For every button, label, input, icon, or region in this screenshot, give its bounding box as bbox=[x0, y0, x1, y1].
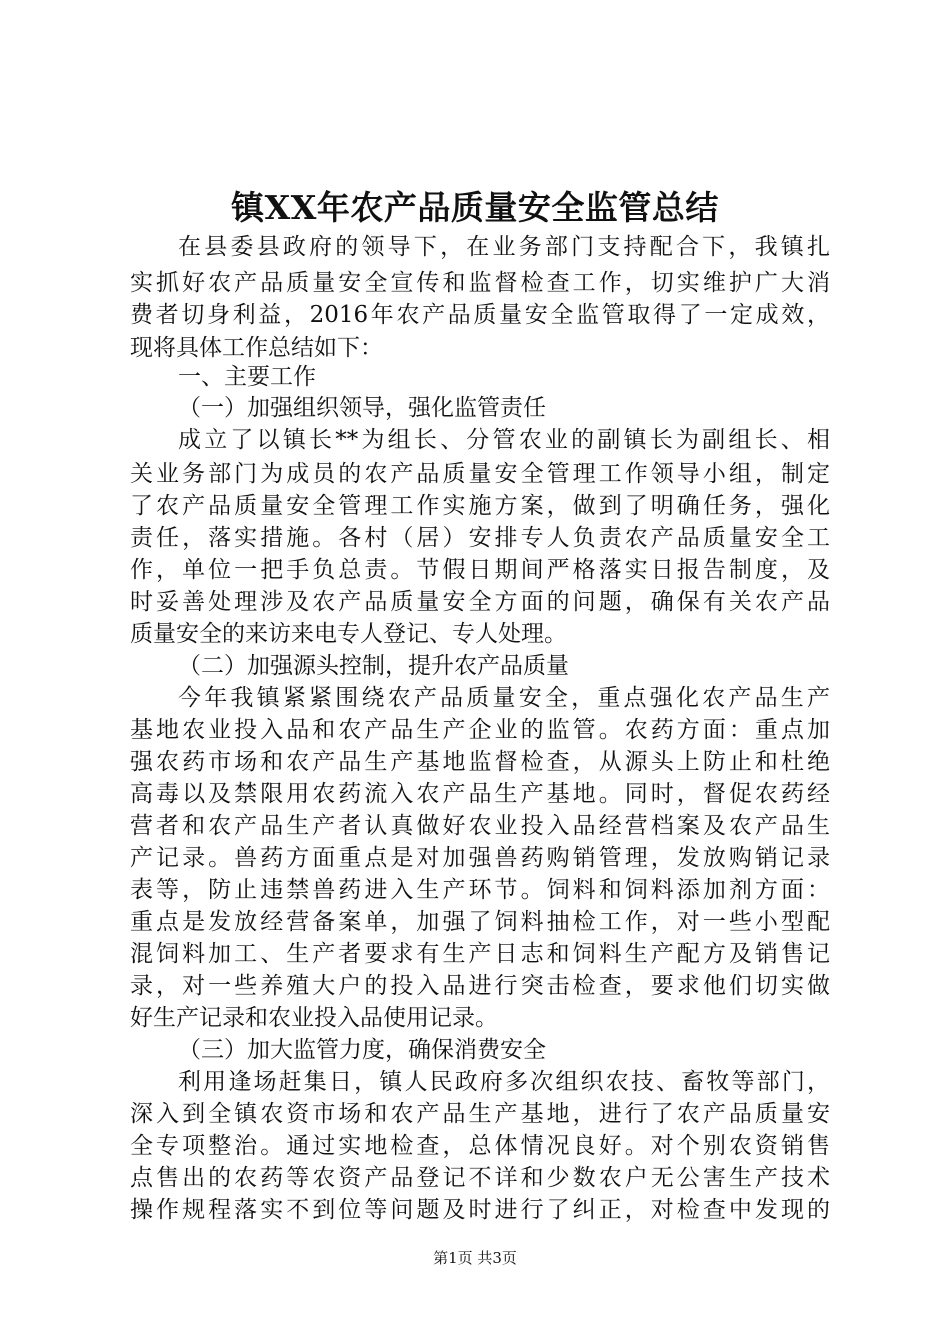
body-line: 现将具体工作总结如下： bbox=[130, 335, 383, 361]
body-line: 关业务部门为成员的农产品质量安全管理工作领导小组，制定 bbox=[130, 461, 830, 487]
body-line: 全专项整治。通过实地检查，总体情况良好。对个别农资销售 bbox=[130, 1133, 830, 1159]
body-line: 成立了以镇长**为组长、分管农业的副镇长为副组长、相 bbox=[178, 427, 830, 453]
body-line: 录，对一些养殖大户的投入品进行突击检查，要求他们切实做 bbox=[130, 973, 830, 999]
body-line: 操作规程落实不到位等问题及时进行了纠正，对检查中发现的 bbox=[130, 1197, 830, 1223]
body-line: 点售出的农药等农资产品登记不详和少数农户无公害生产技术 bbox=[130, 1165, 830, 1191]
body-line: 今年我镇紧紧围绕农产品质量安全，重点强化农产品生产 bbox=[178, 685, 830, 711]
body-line: 实抓好农产品质量安全宣传和监督检查工作，切实维护广大消 bbox=[130, 270, 830, 296]
body-line: 重点是发放经营备案单，加强了饲料抽检工作，对一些小型配 bbox=[130, 909, 830, 935]
body-line: 质量安全的来访来电专人登记、专人处理。 bbox=[130, 621, 567, 647]
body-line: 产记录。兽药方面重点是对加强兽药购销管理，发放购销记录 bbox=[130, 845, 830, 871]
body-line: 混饲料加工、生产者要求有生产日志和饲料生产配方及销售记 bbox=[130, 941, 830, 967]
body-line: 责任，落实措施。各村（居）安排专人负责农产品质量安全工 bbox=[130, 525, 830, 551]
body-line: 基地农业投入品和农产品生产企业的监管。农药方面：重点加 bbox=[130, 717, 830, 743]
body-line: 营者和农产品生产者认真做好农业投入品经营档案及农产品生 bbox=[130, 813, 830, 839]
body-line: 费者切身利益，2016年农产品质量安全监管取得了一定成效， bbox=[130, 302, 830, 328]
subsection-heading: （三）加大监管力度，确保消费安全 bbox=[178, 1037, 546, 1063]
body-line: 作，单位一把手负总责。节假日期间严格落实日报告制度，及 bbox=[130, 557, 830, 583]
body-line: 利用逢场赶集日，镇人民政府多次组织农技、畜牧等部门， bbox=[178, 1069, 830, 1095]
page-footer: 第1页 共3页 bbox=[433, 1249, 517, 1267]
body-line: 强农药市场和农产品生产基地监督检查，从源头上防止和杜绝 bbox=[130, 749, 830, 775]
body-line: 高毒以及禁限用农药流入农产品生产基地。同时，督促农药经 bbox=[130, 781, 830, 807]
body-line: 深入到全镇农资市场和农产品生产基地，进行了农产品质量安 bbox=[130, 1101, 830, 1127]
subsection-heading: （二）加强源头控制，提升农产品质量 bbox=[178, 653, 569, 679]
body-line: 了农产品质量安全管理工作实施方案，做到了明确任务，强化 bbox=[130, 493, 830, 519]
subsection-heading: （一）加强组织领导，强化监管责任 bbox=[178, 395, 546, 421]
document-title: 镇XX年农产品质量安全监管总结 bbox=[231, 188, 719, 227]
body-line: 时妥善处理涉及农产品质量安全方面的问题，确保有关农产品 bbox=[130, 589, 830, 615]
body-line: 好生产记录和农业投入品使用记录。 bbox=[130, 1005, 498, 1031]
body-line: 表等，防止违禁兽药进入生产环节。饲料和饲料添加剂方面： bbox=[130, 877, 830, 903]
section-heading: 一、主要工作 bbox=[178, 364, 316, 390]
body-line: 在县委县政府的领导下，在业务部门支持配合下，我镇扎 bbox=[178, 234, 830, 260]
